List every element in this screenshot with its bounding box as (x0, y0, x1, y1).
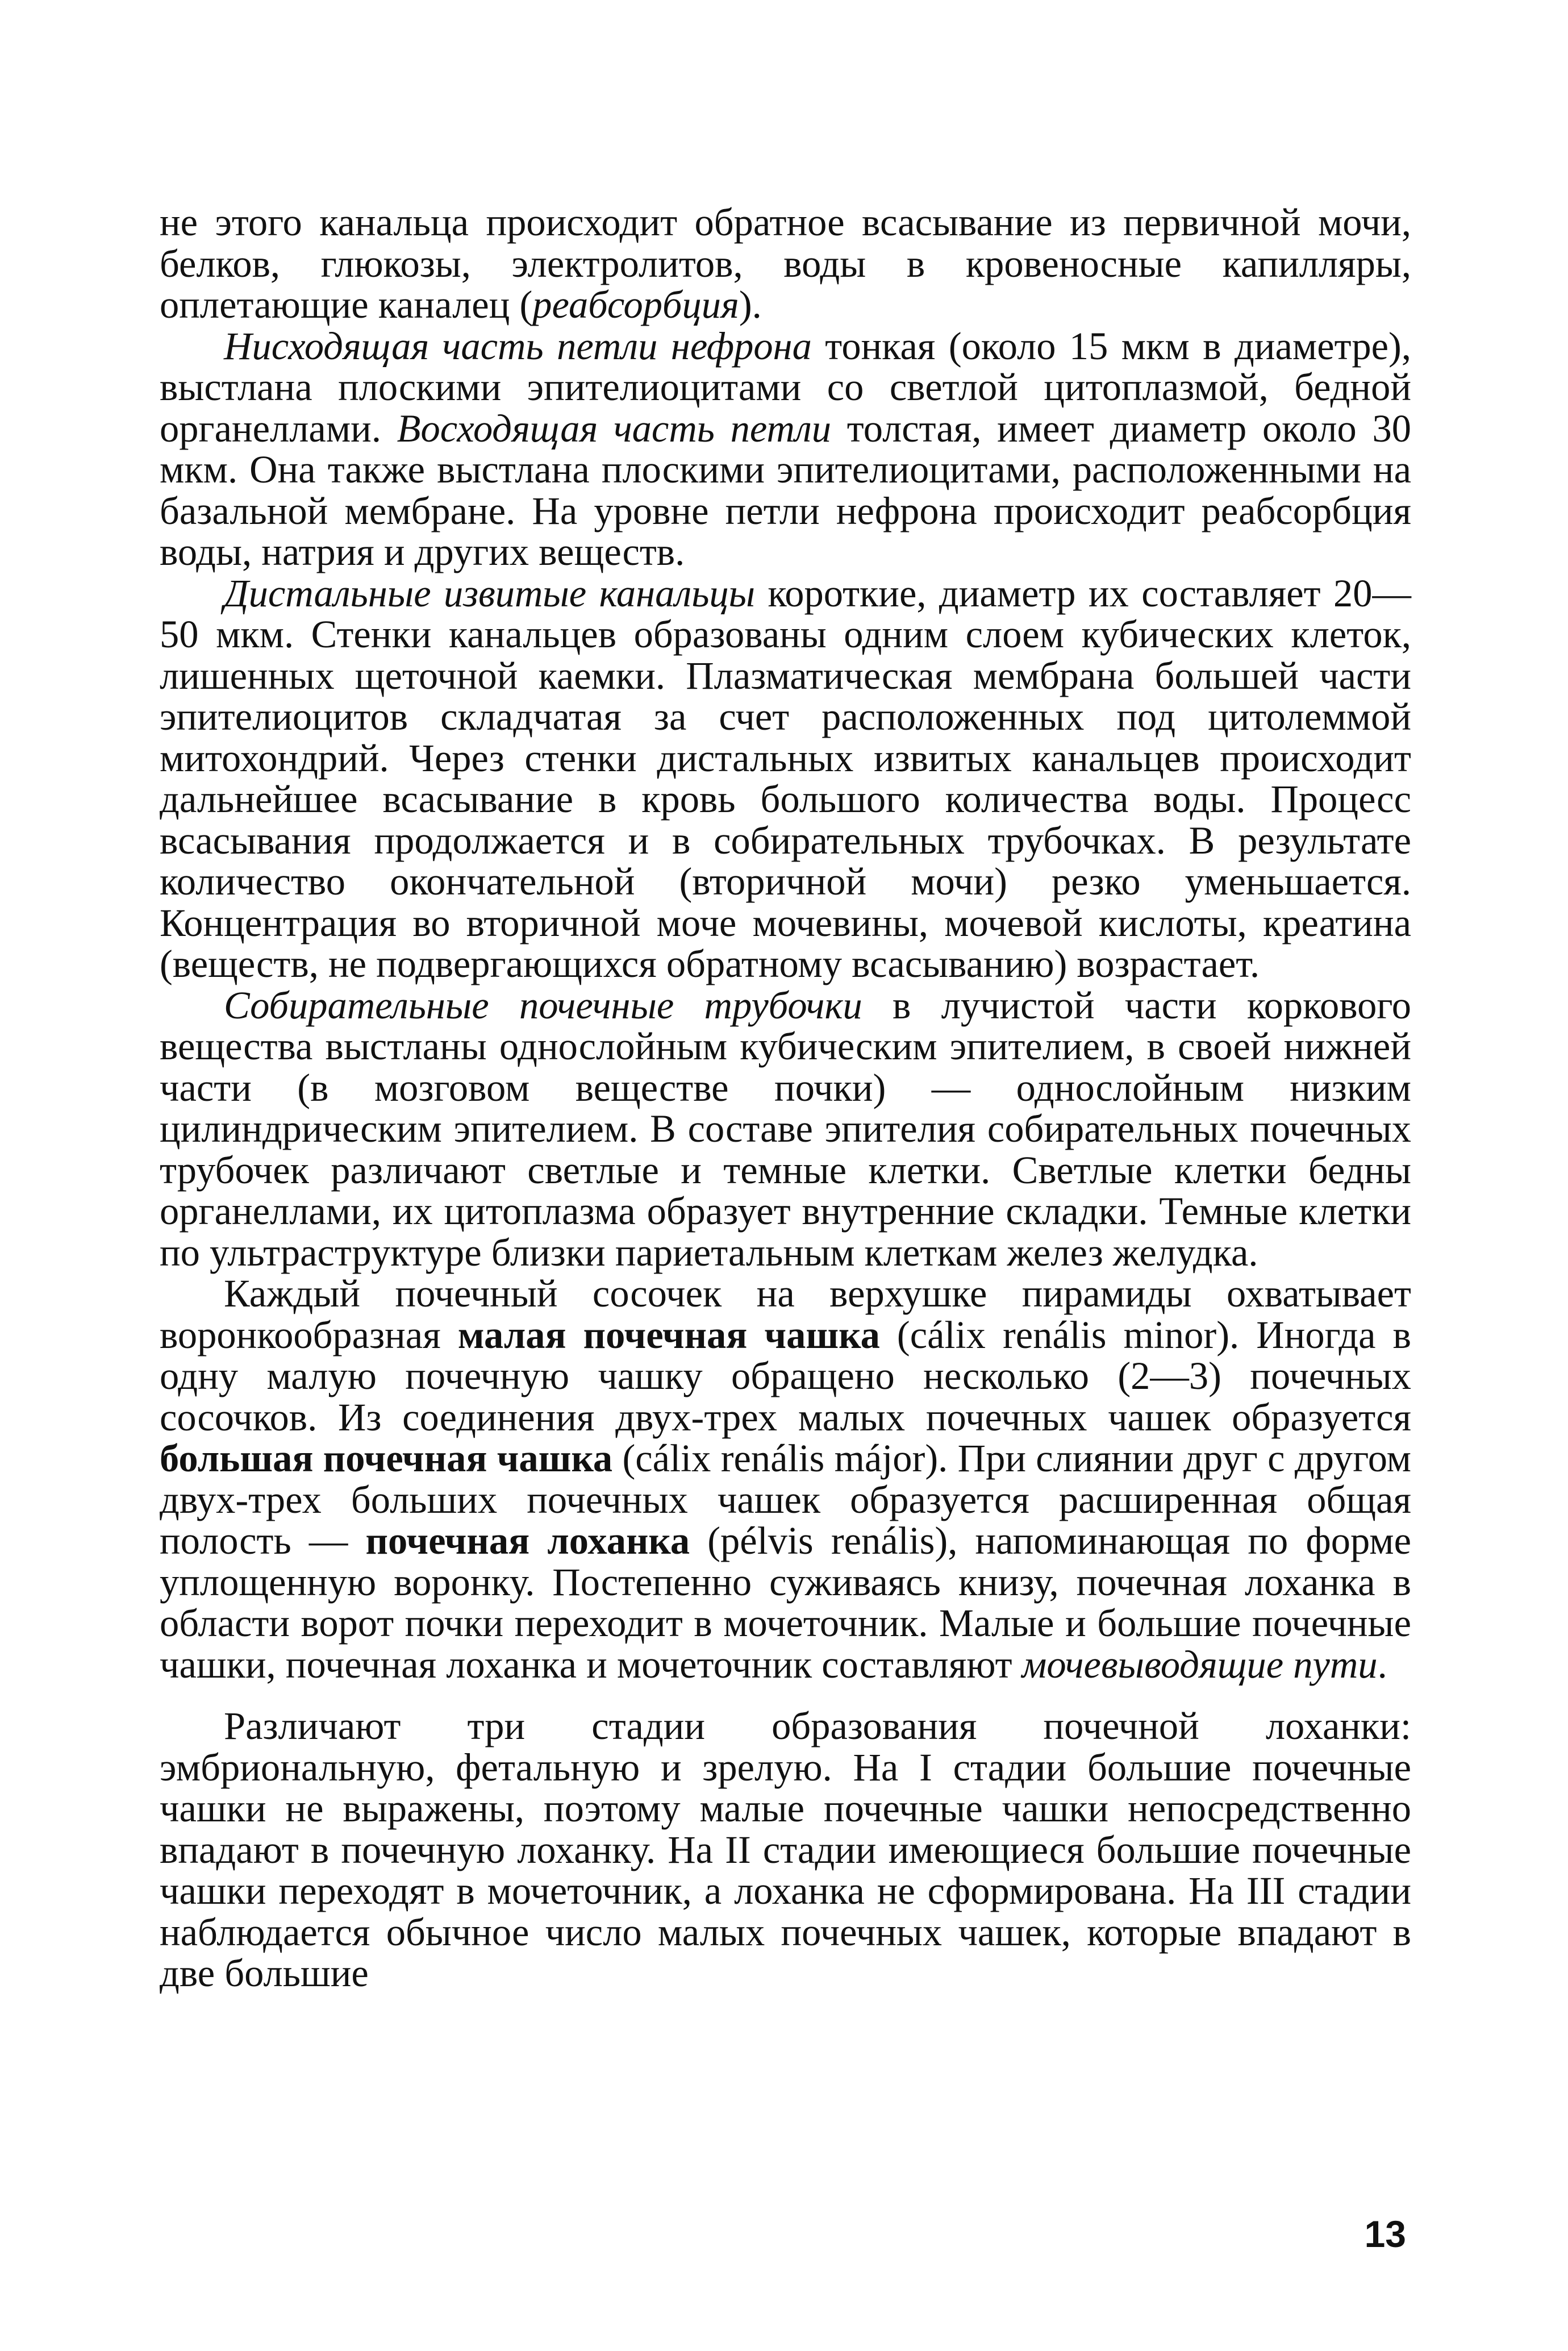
paragraph-distal-tubules: Дистальные извитые канальцы короткие, диаметр их составляет 20—50 мкм. Стенки канальцев образованы одним слоем кубических клеток, лишенных щеточной каемки. Плазматическая мембрана большей части эпителиоцитов складчатая за счет расположенных под цитолеммой митохондрий. Через стенки дистальных извитых канальцев происходит дальнейшее всасывание в кровь большого количества воды. Процесс всасывания продолжается и в собирательных трубочках. В результате количество окончательной (вторичной мочи) резко уменьшается. Концентрация во вторичной моче мочевины, мочевой кислоты, креатина (веществ, не подвергающихся обратному всасыванию) возрастает. (160, 571, 1411, 985)
page-number: 13 (1364, 2213, 1406, 2255)
body-text (160, 202, 1411, 1994)
paragraph-collecting-tubules: Собирательные почечные трубочки в лучистой части коркового вещества выстланы однослойным кубическим эпителием, в своей нижней части (в мозговом веществе почки) — однослойным низким цилиндрическим эпителием. В составе эпителия собирательных почечных трубочек различают светлые и темные клетки. Светлые клетки бедны органеллами, их цитоплазма образует внутренние складки. Темные клетки по ультраструктуре близки париетальным клеткам желез желудка. (160, 983, 1412, 1274)
paragraph-nephron-loop: Нисходящая часть петли нефрона тонкая (около 15 мкм в диаметре), выстлана плоскими эпителиоцитами со светлой цитоплазмой, бедной органеллами. Восходящая часть петли толстая, имеет диаметр около 30 мкм. Она также выстлана плоскими эпителиоцитами, расположенными на базальной мембране. На уровне петли нефрона происходит реабсорбция воды, натрия и других веществ. (160, 324, 1411, 573)
paragraph-reabsorption: не этого канальца происходит обратное всасывание из первичной мочи, белков, глюкозы, электролитов, воды в кровеносные капилляры, оплетающие каналец (реабсорбция). (160, 201, 1411, 326)
paragraph-pelvis-stages: Различают три стадии образования почечной лоханки: эмбриональную, фетальную и зрелую. На I стадии большие почечные чашки не выражены, поэтому малые почечные чашки непосредственно впадают в почечную лоханку. На II стадии имеющиеся большие почечные чашки переходят в мочеточник, а лоханка не сформирована. На III стадии наблюдается обычное число малых почечных чашек, которые впадают в две большие (160, 1704, 1411, 1995)
paragraph-renal-calyces: Каждый почечный сосочек на верхушке пирамиды охватывает воронкообразная малая почечная чашка (cálix renális minor). Иногда в одну малую почечную чашку обращено несколько (2—3) почечных сосочков. Из соединения двух-трех малых почечных чашек образуется большая почечная чашка (cálix renális májor). При слиянии друг с другом двух-трех больших почечных чашек образуется расширенная общая полость — почечная лоханка (pélvis renális), напоминающая по форме уплощенную воронку. Постепенно суживаясь книзу, почечная лоханка в области ворот почки переходит в мочеточник. Малые и большие почечные чашки, почечная лоханка и мочеточник составляют мочевыводящие пути. (160, 1272, 1412, 1686)
